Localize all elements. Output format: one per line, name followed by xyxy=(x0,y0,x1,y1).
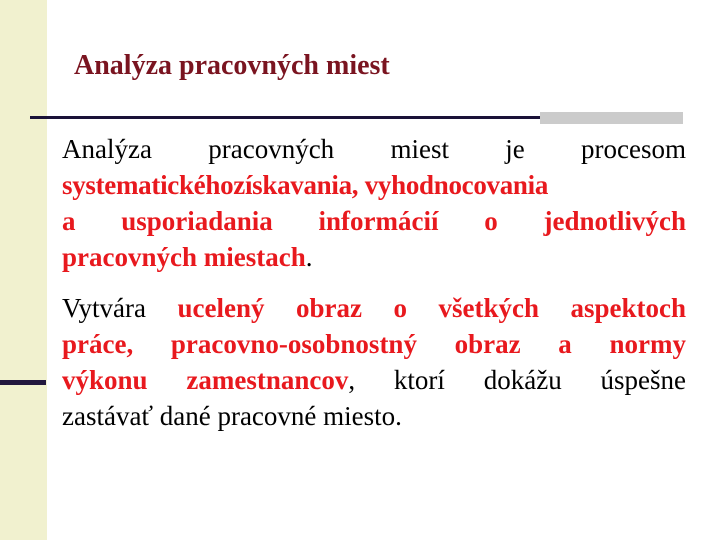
title-underline xyxy=(30,116,540,119)
side-decoration-strip xyxy=(0,0,47,540)
description-line-1 xyxy=(62,290,686,326)
slide-title: Analýza pracovných miest xyxy=(74,50,390,81)
description-emphasis-1: ucelený obraz o všetkých aspektoch xyxy=(177,293,687,323)
description-verb: Vytvára xyxy=(62,293,146,323)
definition-line-3: a usporiadania informácií o jednotlivých xyxy=(62,206,686,236)
definition-line-2: systematickéhozískavania, vyhodnocovania xyxy=(62,170,549,200)
definition-period: . xyxy=(305,242,313,272)
definition-line-1: Analýza pracovných miest je procesom xyxy=(62,134,686,164)
definition-paragraph xyxy=(62,131,686,275)
description-line-3-tail: , ktorí dokážu úspešne xyxy=(348,365,686,395)
side-accent-bar xyxy=(0,380,46,385)
definition-emphasis: pracovných miestach xyxy=(62,242,306,272)
description-line-2: práce, pracovno-osobnostný obraz a normy xyxy=(62,329,686,359)
title-underline-end-block xyxy=(540,112,683,124)
description-emphasis-3: výkonu zamestnancov xyxy=(62,365,349,395)
description-line-4: zastávať dané pracovné miesto. xyxy=(62,401,402,431)
description-paragraph xyxy=(62,290,686,434)
description-line-3 xyxy=(62,362,686,398)
definition-line-4 xyxy=(62,239,686,275)
